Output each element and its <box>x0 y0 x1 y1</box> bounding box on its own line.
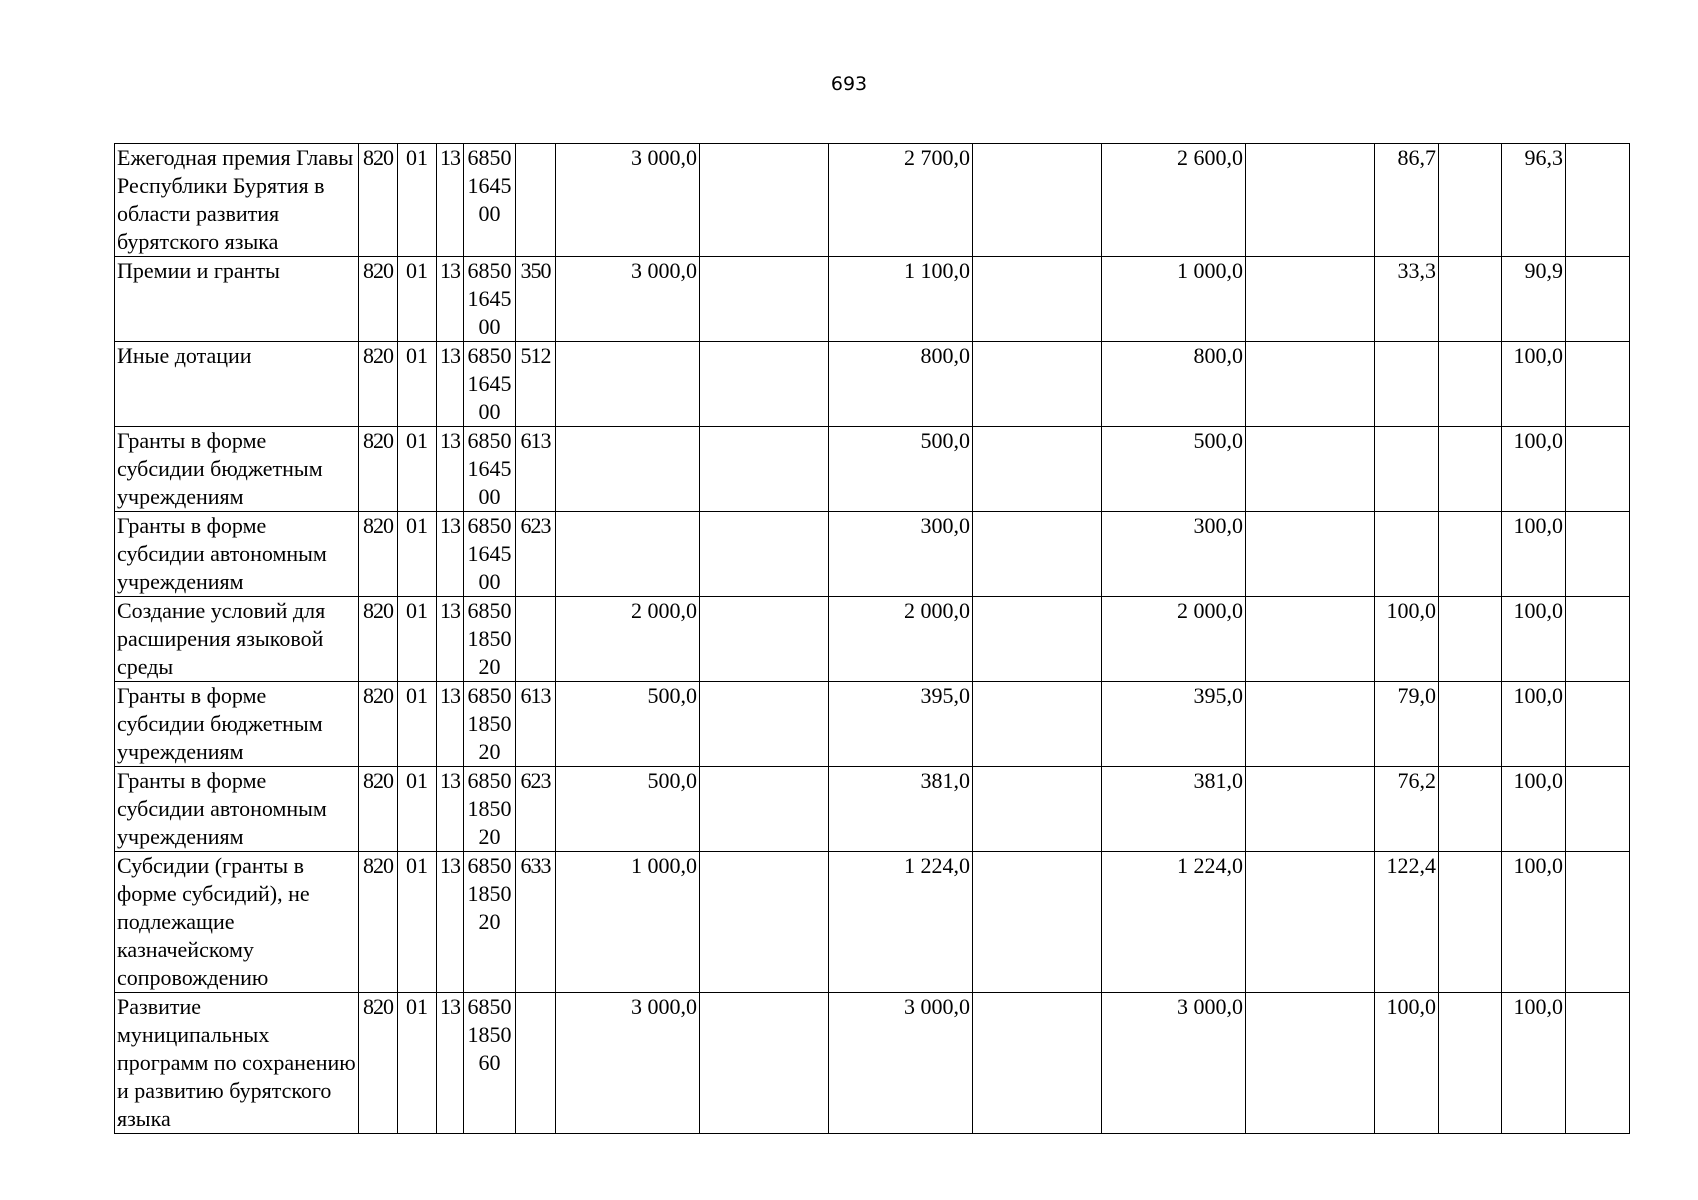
percent-of-refined: 100,0 <box>1502 342 1566 427</box>
row-name: Ежегодная премия Главы Республики Бурятия в области развития бурятского языка <box>115 144 359 257</box>
row-name: Гранты в форме субсидии бюджетным учреждениям <box>115 682 359 767</box>
empty-cell <box>1439 597 1502 682</box>
row-name: Гранты в форме субсидии автономным учреждениям <box>115 512 359 597</box>
section-code: 01 <box>398 852 437 993</box>
empty-cell <box>1246 767 1375 852</box>
plan-amount: 3 000,0 <box>556 144 700 257</box>
grbs-code: 820 <box>359 852 398 993</box>
empty-cell <box>1439 682 1502 767</box>
empty-cell <box>1566 993 1630 1134</box>
executed-amount: 381,0 <box>1102 767 1246 852</box>
empty-cell <box>1439 852 1502 993</box>
percent-of-refined: 100,0 <box>1502 993 1566 1134</box>
refined-amount: 395,0 <box>829 682 973 767</box>
empty-cell <box>1566 144 1630 257</box>
table-row <box>115 144 1630 257</box>
section-code: 01 <box>398 993 437 1134</box>
target-article-code: 6850164500 <box>464 512 516 597</box>
refined-amount: 2 000,0 <box>829 597 973 682</box>
subsection-code: 13 <box>437 767 464 852</box>
page-number: 693 <box>830 73 868 95</box>
empty-cell <box>1439 144 1502 257</box>
grbs-code: 820 <box>359 342 398 427</box>
target-article-code: 6850164500 <box>464 427 516 512</box>
section-code: 01 <box>398 144 437 257</box>
empty-cell <box>700 427 829 512</box>
empty-cell <box>1566 512 1630 597</box>
empty-cell <box>1566 682 1630 767</box>
empty-cell <box>700 342 829 427</box>
subsection-code: 13 <box>437 144 464 257</box>
percent-of-plan: 79,0 <box>1375 682 1439 767</box>
empty-cell <box>1566 597 1630 682</box>
percent-of-refined: 100,0 <box>1502 427 1566 512</box>
row-name: Гранты в форме субсидии автономным учреждениям <box>115 767 359 852</box>
percent-of-refined: 100,0 <box>1502 682 1566 767</box>
percent-of-plan: 100,0 <box>1375 597 1439 682</box>
executed-amount: 2 000,0 <box>1102 597 1246 682</box>
section-code: 01 <box>398 512 437 597</box>
empty-cell <box>973 512 1102 597</box>
refined-amount: 300,0 <box>829 512 973 597</box>
percent-of-plan <box>1375 512 1439 597</box>
expense-type-code <box>516 144 556 257</box>
empty-cell <box>1246 342 1375 427</box>
empty-cell <box>700 993 829 1134</box>
executed-amount: 1 224,0 <box>1102 852 1246 993</box>
table-row <box>115 993 1630 1134</box>
grbs-code: 820 <box>359 257 398 342</box>
grbs-code: 820 <box>359 512 398 597</box>
executed-amount: 2 600,0 <box>1102 144 1246 257</box>
plan-amount: 1 000,0 <box>556 852 700 993</box>
table-row <box>115 257 1630 342</box>
table-row <box>115 427 1630 512</box>
plan-amount: 500,0 <box>556 682 700 767</box>
row-name: Премии и гранты <box>115 257 359 342</box>
subsection-code: 13 <box>437 993 464 1134</box>
grbs-code: 820 <box>359 427 398 512</box>
empty-cell <box>1439 993 1502 1134</box>
empty-cell <box>700 852 829 993</box>
empty-cell <box>1439 427 1502 512</box>
percent-of-plan: 33,3 <box>1375 257 1439 342</box>
empty-cell <box>1439 342 1502 427</box>
percent-of-refined: 90,9 <box>1502 257 1566 342</box>
section-code: 01 <box>398 682 437 767</box>
empty-cell <box>973 144 1102 257</box>
expense-type-code: 613 <box>516 427 556 512</box>
empty-cell <box>973 257 1102 342</box>
empty-cell <box>973 993 1102 1134</box>
subsection-code: 13 <box>437 597 464 682</box>
expense-type-code: 623 <box>516 767 556 852</box>
empty-cell <box>1246 512 1375 597</box>
empty-cell <box>1439 257 1502 342</box>
percent-of-refined: 100,0 <box>1502 767 1566 852</box>
executed-amount: 1 000,0 <box>1102 257 1246 342</box>
percent-of-plan: 100,0 <box>1375 993 1439 1134</box>
subsection-code: 13 <box>437 257 464 342</box>
empty-cell <box>1439 767 1502 852</box>
grbs-code: 820 <box>359 767 398 852</box>
subsection-code: 13 <box>437 342 464 427</box>
empty-cell <box>1566 767 1630 852</box>
plan-amount: 500,0 <box>556 767 700 852</box>
table-row <box>115 852 1630 993</box>
empty-cell <box>700 767 829 852</box>
empty-cell <box>973 342 1102 427</box>
target-article-code: 6850164500 <box>464 144 516 257</box>
expense-type-code: 623 <box>516 512 556 597</box>
empty-cell <box>1246 144 1375 257</box>
empty-cell <box>700 682 829 767</box>
refined-amount: 2 700,0 <box>829 144 973 257</box>
plan-amount <box>556 512 700 597</box>
section-code: 01 <box>398 597 437 682</box>
target-article-code: 6850185060 <box>464 993 516 1134</box>
percent-of-plan: 86,7 <box>1375 144 1439 257</box>
target-article-code: 6850185020 <box>464 767 516 852</box>
executed-amount: 395,0 <box>1102 682 1246 767</box>
percent-of-plan: 76,2 <box>1375 767 1439 852</box>
empty-cell <box>1246 682 1375 767</box>
row-name: Развитие муниципальных программ по сохранению и развитию бурятского языка <box>115 993 359 1134</box>
target-article-code: 6850185020 <box>464 597 516 682</box>
empty-cell <box>973 767 1102 852</box>
section-code: 01 <box>398 342 437 427</box>
percent-of-plan: 122,4 <box>1375 852 1439 993</box>
empty-cell <box>700 257 829 342</box>
target-article-code: 6850164500 <box>464 257 516 342</box>
section-code: 01 <box>398 427 437 512</box>
row-name: Гранты в форме субсидии бюджетным учреждениям <box>115 427 359 512</box>
refined-amount: 1 100,0 <box>829 257 973 342</box>
expense-type-code: 512 <box>516 342 556 427</box>
refined-amount: 500,0 <box>829 427 973 512</box>
grbs-code: 820 <box>359 682 398 767</box>
grbs-code: 820 <box>359 993 398 1134</box>
row-name: Иные дотации <box>115 342 359 427</box>
percent-of-refined: 100,0 <box>1502 512 1566 597</box>
row-name: Субсидии (гранты в форме субсидий), не подлежащие казначейскому сопровождению <box>115 852 359 993</box>
empty-cell <box>700 597 829 682</box>
plan-amount: 3 000,0 <box>556 257 700 342</box>
plan-amount <box>556 427 700 512</box>
empty-cell <box>700 512 829 597</box>
table-row <box>115 767 1630 852</box>
subsection-code: 13 <box>437 427 464 512</box>
percent-of-refined: 96,3 <box>1502 144 1566 257</box>
percent-of-refined: 100,0 <box>1502 852 1566 993</box>
refined-amount: 1 224,0 <box>829 852 973 993</box>
expense-type-code: 350 <box>516 257 556 342</box>
empty-cell <box>1246 257 1375 342</box>
expense-type-code <box>516 993 556 1134</box>
empty-cell <box>973 852 1102 993</box>
refined-amount: 381,0 <box>829 767 973 852</box>
table-row <box>115 512 1630 597</box>
expense-type-code: 633 <box>516 852 556 993</box>
plan-amount: 2 000,0 <box>556 597 700 682</box>
grbs-code: 820 <box>359 597 398 682</box>
target-article-code: 6850164500 <box>464 342 516 427</box>
empty-cell <box>1439 512 1502 597</box>
subsection-code: 13 <box>437 682 464 767</box>
executed-amount: 800,0 <box>1102 342 1246 427</box>
empty-cell <box>1566 257 1630 342</box>
empty-cell <box>1246 427 1375 512</box>
subsection-code: 13 <box>437 852 464 993</box>
row-name: Создание условий для расширения языковой среды <box>115 597 359 682</box>
section-code: 01 <box>398 767 437 852</box>
empty-cell <box>700 144 829 257</box>
empty-cell <box>973 682 1102 767</box>
table-row <box>115 342 1630 427</box>
empty-cell <box>973 597 1102 682</box>
target-article-code: 6850185020 <box>464 682 516 767</box>
empty-cell <box>1566 852 1630 993</box>
refined-amount: 3 000,0 <box>829 993 973 1134</box>
plan-amount: 3 000,0 <box>556 993 700 1134</box>
percent-of-plan <box>1375 427 1439 512</box>
executed-amount: 300,0 <box>1102 512 1246 597</box>
refined-amount: 800,0 <box>829 342 973 427</box>
expense-type-code <box>516 597 556 682</box>
empty-cell <box>1246 597 1375 682</box>
section-code: 01 <box>398 257 437 342</box>
empty-cell <box>1246 852 1375 993</box>
plan-amount <box>556 342 700 427</box>
table-row <box>115 597 1630 682</box>
expense-type-code: 613 <box>516 682 556 767</box>
percent-of-plan <box>1375 342 1439 427</box>
empty-cell <box>1246 993 1375 1134</box>
budget-table <box>114 143 1630 1134</box>
grbs-code: 820 <box>359 144 398 257</box>
empty-cell <box>973 427 1102 512</box>
executed-amount: 500,0 <box>1102 427 1246 512</box>
executed-amount: 3 000,0 <box>1102 993 1246 1134</box>
empty-cell <box>1566 427 1630 512</box>
empty-cell <box>1566 342 1630 427</box>
table-row <box>115 682 1630 767</box>
percent-of-refined: 100,0 <box>1502 597 1566 682</box>
subsection-code: 13 <box>437 512 464 597</box>
target-article-code: 6850185020 <box>464 852 516 993</box>
